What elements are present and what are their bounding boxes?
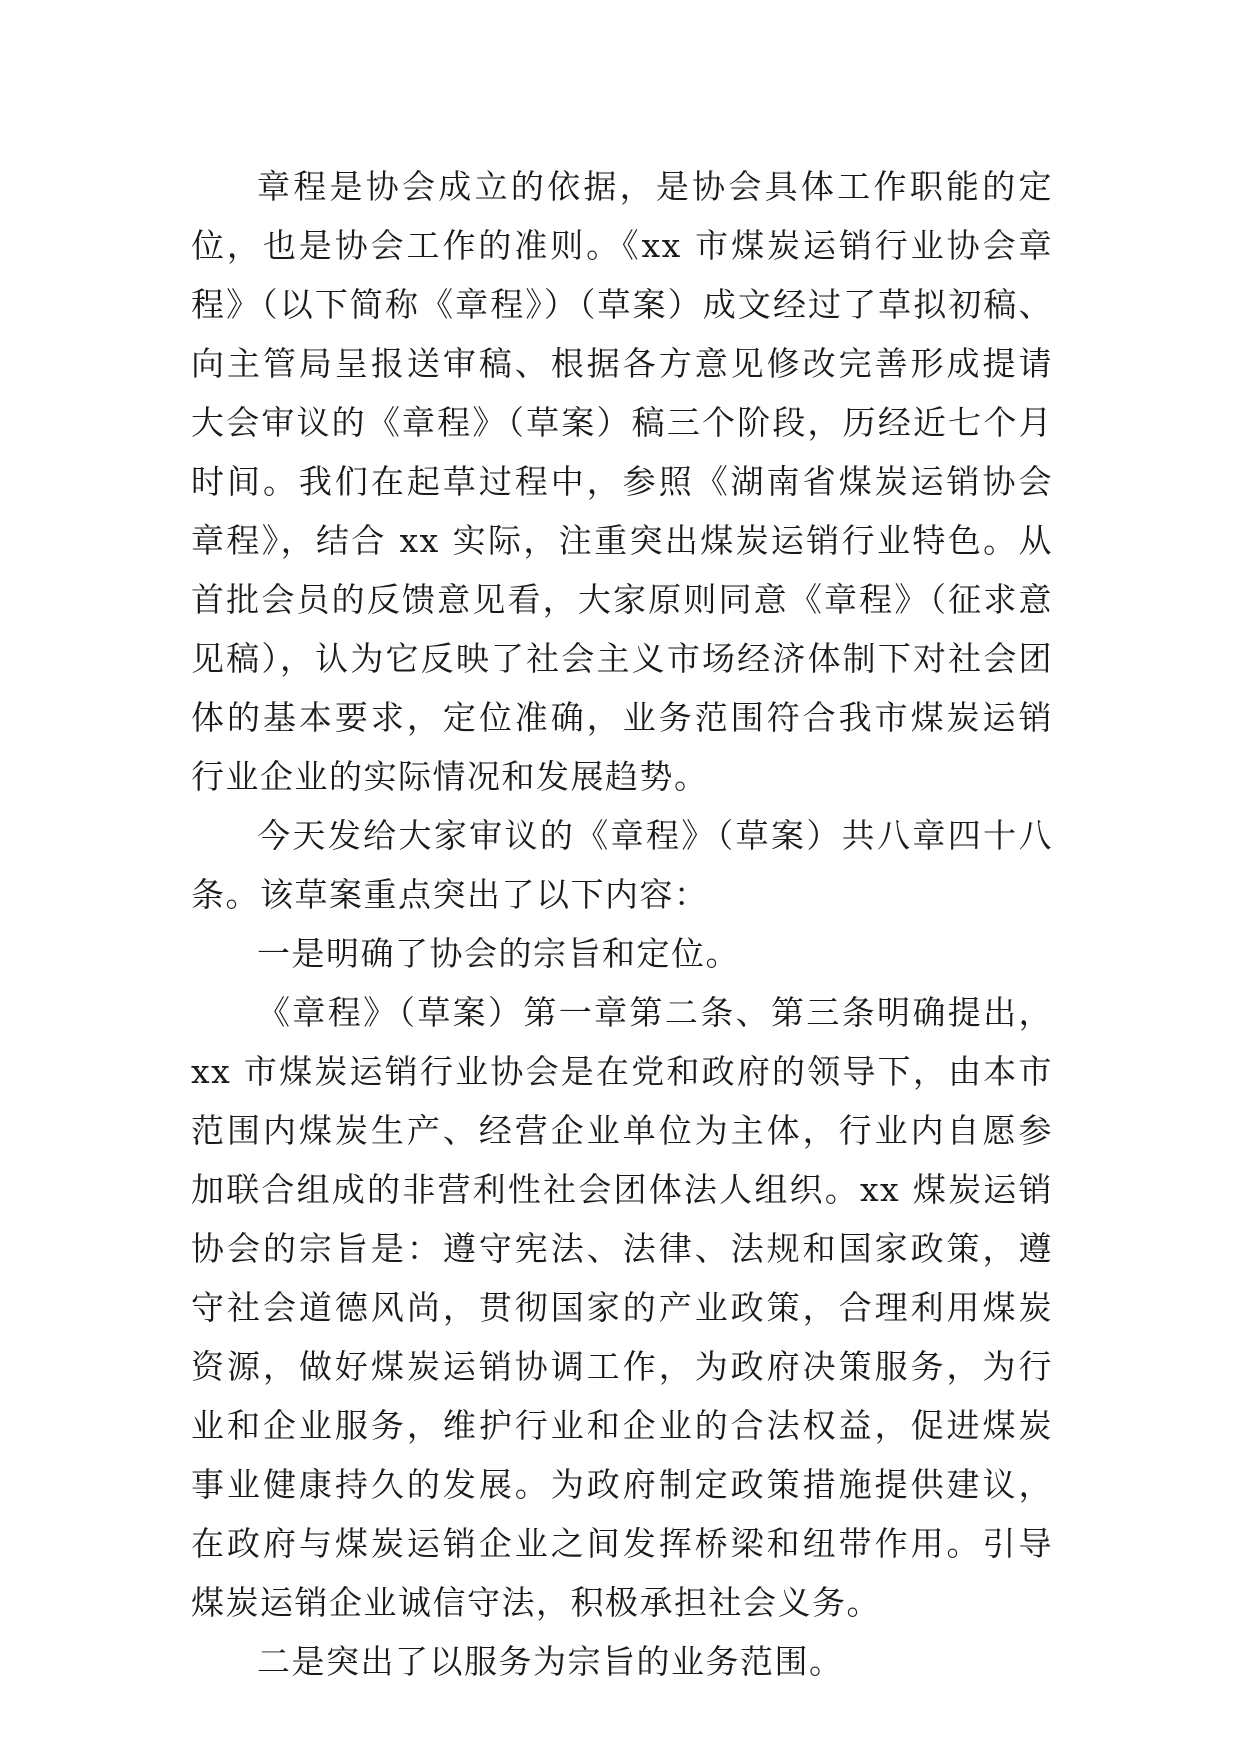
document-body xyxy=(191,157,1053,1691)
paragraph-point-two-heading: 二是突出了以服务为宗旨的业务范围。 xyxy=(257,1642,844,1681)
paragraph-purpose-detail: 《章程》（草案）第一章第二条、第三条明确提出，xx 市煤炭运销行业协会是在党和政府的领导下，由本市范围内煤炭生产、经营企业单位为主体，行业内自愿参加联合组成的非营利性社会团体法人组织。xx 煤炭运销协会的宗旨是：遵守宪法、法律、法规和国家政策，遵守社会道德风尚，贯彻国家的产业政策，合理利用煤炭资源，做好煤炭运销协调工作，为政府决策服务，为行业和企业服务，维护行业和企业的合法权益，促进煤炭事业健康持久的发展。为政府制定政策措施提供建议，在政府与煤炭运销企业之间发挥桥梁和纽带作用。引导煤炭运销企业诚信守法，积极承担社会义务。 xyxy=(191,993,1053,1622)
paragraph-draft-overview: 今天发给大家审议的《章程》（草案）共八章四十八条。该草案重点突出了以下内容： xyxy=(191,816,1053,914)
paragraph-charter-basis: 章程是协会成立的依据，是协会具体工作职能的定位，也是协会工作的准则。《xx 市煤炭运销行业协会章程》（以下简称《章程》）（草案）成文经过了草拟初稿、向主管局呈报送审稿、根据各方意见修改完善形成提请大会审议的《章程》（草案）稿三个阶段，历经近七个月时间。我们在起草过程中，参照《湖南省煤炭运销协会章程》，结合 xx 实际，注重突出煤炭运销行业特色。从首批会员的反馈意见看，大家原则同意《章程》（征求意见稿），认为它反映了社会主义市场经济体制下对社会团体的基本要求，定位准确，业务范围符合我市煤炭运销行业企业的实际情况和发展趋势。 xyxy=(191,167,1053,796)
paragraph-point-one-heading: 一是明确了协会的宗旨和定位。 xyxy=(257,934,740,973)
